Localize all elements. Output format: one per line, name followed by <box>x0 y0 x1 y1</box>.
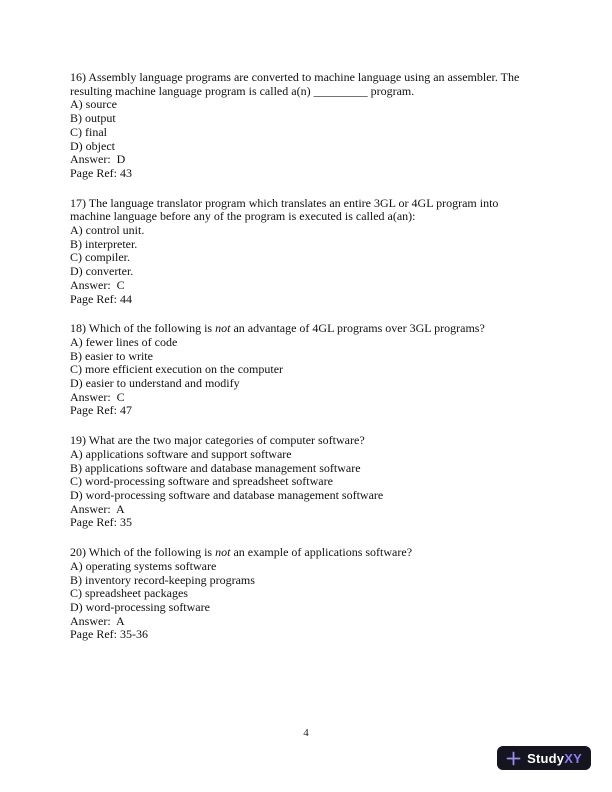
option-a: A) source <box>70 97 117 112</box>
question-block-19 <box>70 434 544 530</box>
option-b: B) inventory record-keeping programs <box>70 572 255 587</box>
question-text-segment: 18) Which of the following is <box>70 321 216 336</box>
option-d: D) object <box>70 138 115 153</box>
option-d: D) word-processing software <box>70 599 210 614</box>
option-b: B) output <box>70 111 116 126</box>
option-a: A) applications software and support software <box>70 446 292 461</box>
answer-line: Answer: A <box>70 501 125 516</box>
brand-wordmark <box>527 751 582 766</box>
option-b: B) easier to write <box>70 348 153 363</box>
answer-line: Answer: A <box>70 613 125 628</box>
question-text-line: 17) The language translator program which translates an entire 3GL or 4GL program into <box>70 195 499 210</box>
answer-line: Answer: C <box>70 389 125 404</box>
question-text-line <box>70 322 544 336</box>
answer-line: Answer: D <box>70 152 126 167</box>
question-text-line: 16) Assembly language programs are converted to machine language using an assembler. The <box>70 70 520 84</box>
option-b: B) interpreter. <box>70 236 138 251</box>
page-ref-line: Page Ref: 47 <box>70 403 132 418</box>
question-text-line <box>70 546 544 560</box>
question-text-emphasis: not <box>215 321 231 336</box>
question-text-segment: an example of applications software? <box>230 545 413 560</box>
question-block-17 <box>70 197 544 307</box>
answer-line: Answer: C <box>70 277 125 292</box>
page-ref-line: Page Ref: 44 <box>70 291 132 306</box>
option-b: B) applications software and database management software <box>70 460 361 475</box>
question-list <box>70 71 544 658</box>
page-ref-line: Page Ref: 35-36 <box>70 627 148 642</box>
question-text-line: resulting machine language program is called a(n) _________ program. <box>70 83 415 98</box>
question-text-line: machine language before any of the program is executed is called a(an): <box>70 209 416 224</box>
option-d: D) word-processing software and database management software <box>70 487 384 502</box>
brand-name-primary: Study <box>527 750 565 766</box>
option-d: D) converter. <box>70 264 134 279</box>
option-a: A) fewer lines of code <box>70 334 178 349</box>
option-a: A) operating systems software <box>70 558 217 573</box>
question-text-emphasis: not <box>215 545 231 560</box>
option-d: D) easier to understand and modify <box>70 376 240 391</box>
page-number: 4 <box>303 727 309 739</box>
question-block-16 <box>70 71 544 181</box>
question-text-segment: 20) Which of the following is <box>70 545 216 560</box>
question-block-18 <box>70 322 544 418</box>
option-c: C) more efficient execution on the computer <box>70 362 284 377</box>
option-c: C) spreadsheet packages <box>70 586 188 601</box>
question-text-segment: an advantage of 4GL programs over 3GL programs? <box>230 321 485 336</box>
page-ref-line: Page Ref: 43 <box>70 165 132 180</box>
brand-name-secondary: XY <box>564 750 582 766</box>
question-text-line: 19) What are the two major categories of computer software? <box>70 433 365 448</box>
question-block-20 <box>70 546 544 642</box>
option-a: A) control unit. <box>70 223 145 238</box>
option-c: C) word-processing software and spreadsheet software <box>70 474 333 489</box>
option-c: C) final <box>70 124 107 139</box>
plus-icon <box>506 751 521 766</box>
option-c: C) compiler. <box>70 250 130 265</box>
studyxy-logo-badge <box>497 746 591 770</box>
page-ref-line: Page Ref: 35 <box>70 515 132 530</box>
